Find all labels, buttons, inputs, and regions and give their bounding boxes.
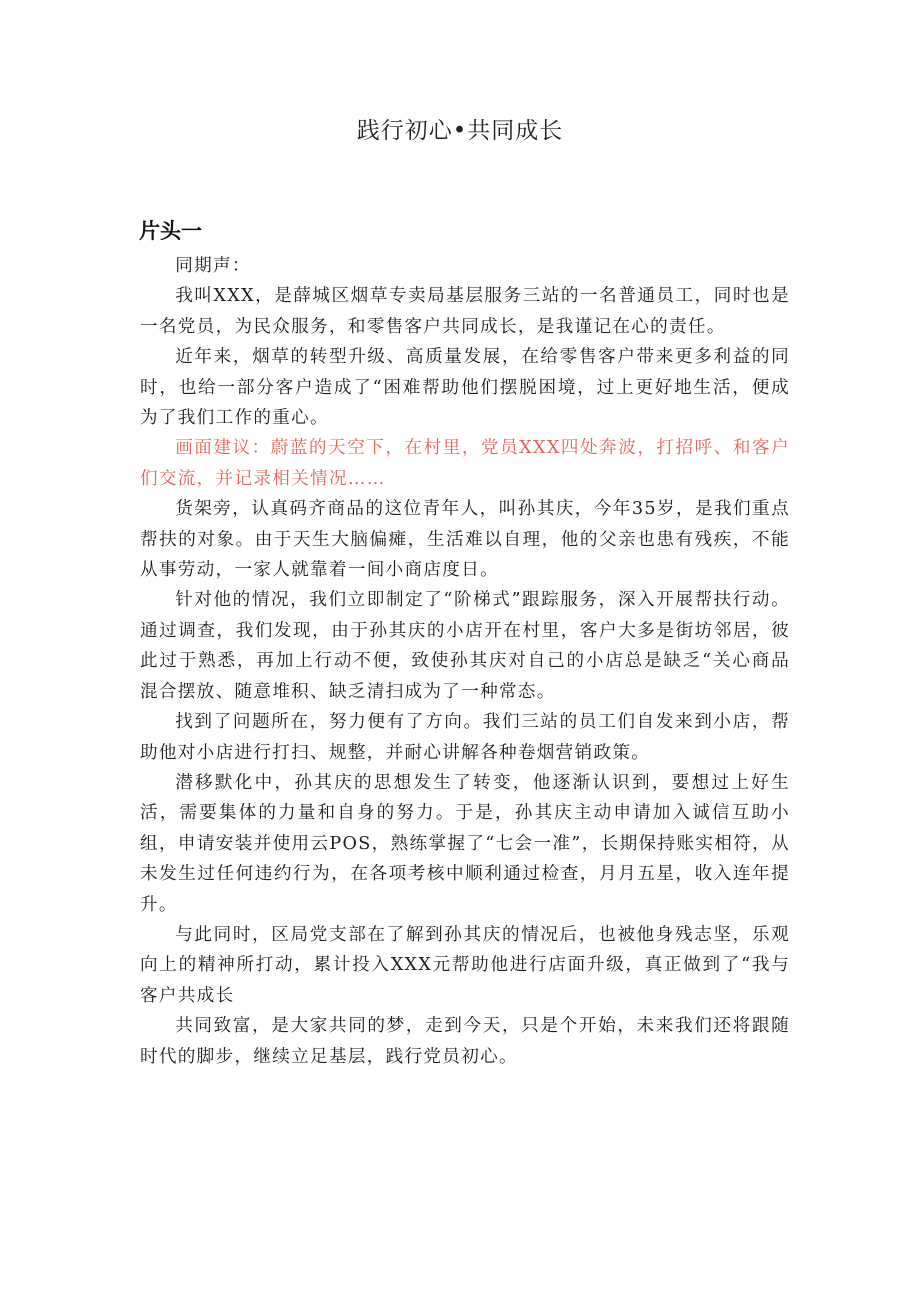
paragraph-conclusion: 共同致富，是大家共同的梦，走到今天，只是个开始，未来我们还将跟随时代的脚步，继续立足基层，践行党员初心。 bbox=[140, 1016, 790, 1067]
paragraph-transformation: 潜移默化中，孙其庆的思想发生了转变，他逐渐认识到，要想过上好生活，需要集体的力量和自身的努力。于是，孙其庆主动申请加入诚信互助小组，申请安装并使用云POS，熟练掌握了“七会一准”，长期保持账实相符，从未发生过任何违约行为，在各项考核中顺利通过检查，月月五星，收入连年提升。 bbox=[140, 772, 790, 915]
paragraph-subject-intro: 货架旁，认真码齐商品的这位青年人，叫孙其庆，今年35岁，是我们重点帮扶的对象。由于天生大脑偏瘫，生活难以自理，他的父亲也患有残疾，不能从事劳动，一家人就靠着一间小商店度日。 bbox=[140, 499, 790, 581]
suggestion-label: 画面建议： bbox=[175, 438, 271, 459]
paragraph-service-plan: 针对他的情况，我们立即制定了“阶梯式”跟踪服务，深入开展帮扶行动。通过调查，我们发现，由于孙其庆的小店开在村里，客户大多是街坊邻居，彼此过于熟悉，再加上行动不便，致使孙其庆对自己的小店总是缺乏“关心商品混合摆放、随意堆积、缺乏清扫成为了一种常态。 bbox=[140, 590, 790, 702]
suggestion-text: 蔚蓝的天空下，在村里，党员XXX四处奔波，打招呼、和客户们交流，并记录相关情况…… bbox=[140, 438, 790, 489]
paragraph-scene-suggestion bbox=[140, 433, 790, 494]
paragraph-direction: 找到了问题所在，努力便有了方向。我们三站的员工们自发来到小店，帮助他对小店进行打扫、规整，并耐心讲解各种卷烟营销政策。 bbox=[140, 712, 790, 763]
paragraph-party-support: 与此同时，区局党支部在了解到孙其庆的情况后，也被他身残志坚，乐观向上的精神所打动，累计投入XXX元帮助他进行店面升级，真正做到了“我与客户共成长 bbox=[140, 924, 790, 1006]
document-body bbox=[140, 251, 790, 1072]
section-heading: 片头一 bbox=[139, 219, 202, 243]
paragraph-background: 近年来，烟草的转型升级、高质量发展，在给零售客户带来更多利益的同时，也给一部分客户造成了“困难帮助他们摆脱困境，过上更好地生活，便成为了我们工作的重心。 bbox=[140, 347, 790, 429]
document-title: 践行初心•共同成长 bbox=[356, 118, 564, 144]
paragraph-introduction: 我叫XXX，是薛城区烟草专卖局基层服务三站的一名普通员工，同时也是一名党员，为民众服务，和零售客户共同成长，是我谨记在心的责任。 bbox=[140, 286, 790, 337]
paragraph-sync-sound-label: 同期声： bbox=[175, 256, 251, 276]
